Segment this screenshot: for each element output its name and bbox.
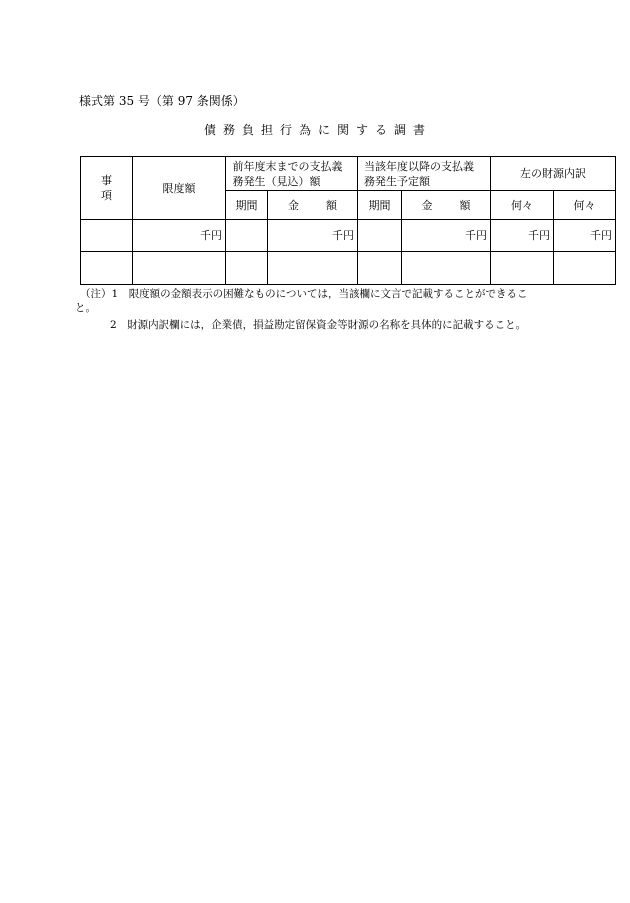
header-prior-obligation-text: 前年度末までの支払義務発生（見込）額 <box>232 159 343 188</box>
document-title: 債務負担行為に関する調書 <box>203 123 432 137</box>
cell-prior-amount-unit: 千円 <box>268 220 358 252</box>
table-row <box>81 220 616 252</box>
note-1-number: 1 <box>111 288 119 300</box>
header-prior-period: 期間 <box>226 191 268 220</box>
table-header-row-1 <box>81 157 616 191</box>
header-limit: 限度額 <box>133 157 226 220</box>
cell-empty <box>226 252 268 285</box>
notes-section <box>75 287 620 332</box>
table-row <box>81 252 616 285</box>
header-prior-amount: 金 額 <box>268 191 358 220</box>
note-1 <box>80 287 620 301</box>
cell-prior-period <box>226 220 268 252</box>
cell-empty <box>268 252 358 285</box>
cell-empty <box>358 252 402 285</box>
note-2-text: 財源内訳欄には，企業債，損益勘定留保資金等財源の名称を具体的に記載すること。 <box>127 319 527 331</box>
header-current-period: 期間 <box>358 191 402 220</box>
header-funding-breakdown: 左の財源内訳 <box>491 157 616 191</box>
cell-empty <box>133 252 226 285</box>
cell-source-a-unit: 千円 <box>491 220 554 252</box>
header-source-b: 何々 <box>554 191 616 220</box>
cell-item <box>81 220 133 252</box>
note-1-text: 限度額の金額表示の困難なものについては，当該欄に文言で記載することができるこ <box>128 288 528 300</box>
header-prior-obligation <box>226 157 358 191</box>
cell-empty <box>402 252 491 285</box>
cell-source-b-unit: 千円 <box>554 220 616 252</box>
header-current-obligation-text: 当該年度以降の支払義務発生予定額 <box>364 159 474 188</box>
header-current-amount: 金 額 <box>402 191 491 220</box>
cell-empty <box>554 252 616 285</box>
cell-current-period <box>358 220 402 252</box>
note-2 <box>80 318 620 332</box>
note-2-number: 2 <box>110 319 117 331</box>
cell-limit-unit: 千円 <box>133 220 226 252</box>
debt-obligation-table <box>80 156 616 285</box>
header-source-a: 何々 <box>491 191 554 220</box>
cell-empty <box>491 252 554 285</box>
header-item: 事 項 <box>81 157 133 220</box>
note-1-continuation: と。 <box>75 302 96 314</box>
header-current-obligation <box>358 157 491 191</box>
cell-empty <box>81 252 133 285</box>
form-number-label: 様式第 35 号（第 97 条関係） <box>79 94 245 108</box>
note-prefix: （注） <box>80 288 112 300</box>
cell-current-amount-unit: 千円 <box>402 220 491 252</box>
